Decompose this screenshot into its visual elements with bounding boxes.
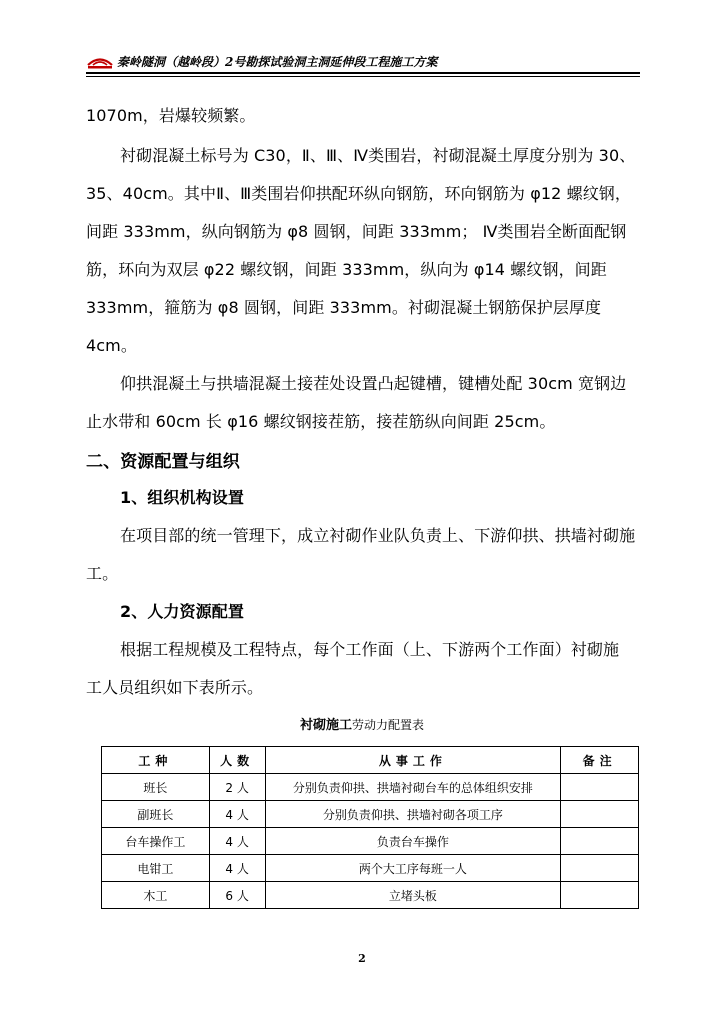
body-line: 止水带和 60cm 长 φ16 螺纹钢接茬筋，接茬筋纵向间距 25cm。 [86, 412, 556, 431]
table-cell-note [561, 855, 639, 882]
table-cell-note [561, 828, 639, 855]
table-cell-type: 班长 [102, 774, 210, 801]
table-cell-note [561, 882, 639, 909]
subsection-heading: 2、人力资源配置 [120, 602, 244, 621]
table-cell-work: 两个大工序每班一人 [265, 855, 561, 882]
table-row [102, 882, 639, 909]
table-cell-type: 电钳工 [102, 855, 210, 882]
page-number: 2 [358, 952, 366, 965]
table-cell-count: 4 人 [209, 801, 265, 828]
table-cell-work: 负责台车操作 [265, 828, 561, 855]
table-row [102, 828, 639, 855]
table-cell-count: 4 人 [209, 855, 265, 882]
table-header-cell: 人数 [209, 747, 265, 774]
table-header-cell: 备注 [561, 747, 639, 774]
body-line: 35、40cm。其中Ⅱ、Ⅲ类围岩仰拱配环纵向钢筋，环向钢筋为 φ12 螺纹钢， [86, 184, 631, 203]
company-logo-icon [86, 54, 114, 70]
table-cell-note [561, 801, 639, 828]
table-header-cell: 从事工作 [265, 747, 561, 774]
body-line: 根据工程规模及工程特点，每个工作面（上、下游两个工作面）衬砌施 [120, 640, 620, 659]
table-cell-count: 6 人 [209, 882, 265, 909]
body-line: 在项目部的统一管理下，成立衬砌作业队负责上、下游仰拱、拱墙衬砌施 [120, 526, 636, 545]
section-heading: 二、资源配置与组织 [86, 452, 240, 472]
header-divider-thin [86, 76, 640, 77]
subsection-heading: 1、组织机构设置 [120, 488, 244, 507]
table-caption-rest: 劳动力配置表 [352, 718, 425, 732]
table-cell-count: 4 人 [209, 828, 265, 855]
table-cell-work: 分别负责仰拱、拱墙衬砌各项工序 [265, 801, 561, 828]
labor-allocation-table [101, 746, 639, 909]
body-line: 1070m，岩爆较频繁。 [86, 106, 256, 125]
table-cell-type: 副班长 [102, 801, 210, 828]
table-cell-count: 2 人 [209, 774, 265, 801]
body-line: 仰拱混凝土与拱墙混凝土接茬处设置凸起键槽，键槽处配 30cm 宽钢边 [120, 374, 627, 393]
table-row [102, 801, 639, 828]
table-caption-bold: 衬砌施工 [299, 718, 352, 733]
body-line: 工人员组织如下表所示。 [86, 678, 264, 697]
header-title: 秦岭隧洞（越岭段）2号勘探试验洞主洞延伸段工程施工方案 [117, 55, 438, 69]
page-header [86, 52, 640, 74]
table-cell-work: 立堵头板 [265, 882, 561, 909]
table-cell-note [561, 774, 639, 801]
body-line: 工。 [86, 564, 119, 583]
table-row [102, 774, 639, 801]
table-row [102, 855, 639, 882]
body-line: 筋，环向为双层 φ22 螺纹钢，间距 333mm，纵向为 φ14 螺纹钢，间距 [86, 260, 607, 279]
body-line: 衬砌混凝土标号为 C30，Ⅱ、Ⅲ、Ⅳ类围岩，衬砌混凝土厚度分别为 30、 [120, 146, 636, 165]
table-header-row [102, 747, 639, 774]
header-divider [86, 72, 640, 74]
body-line: 间距 333mm，纵向钢筋为 φ8 圆钢，间距 333mm； Ⅳ类围岩全断面配钢 [86, 222, 627, 241]
body-line: 333mm，箍筋为 φ8 圆钢，间距 333mm。衬砌混凝土钢筋保护层厚度 [86, 298, 602, 317]
table-cell-work: 分别负责仰拱、拱墙衬砌台车的总体组织安排 [265, 774, 561, 801]
table-cell-type: 台车操作工 [102, 828, 210, 855]
body-line: 4cm。 [86, 336, 137, 355]
table-cell-type: 木工 [102, 882, 210, 909]
table-header-cell: 工种 [102, 747, 210, 774]
table-caption [0, 714, 724, 733]
